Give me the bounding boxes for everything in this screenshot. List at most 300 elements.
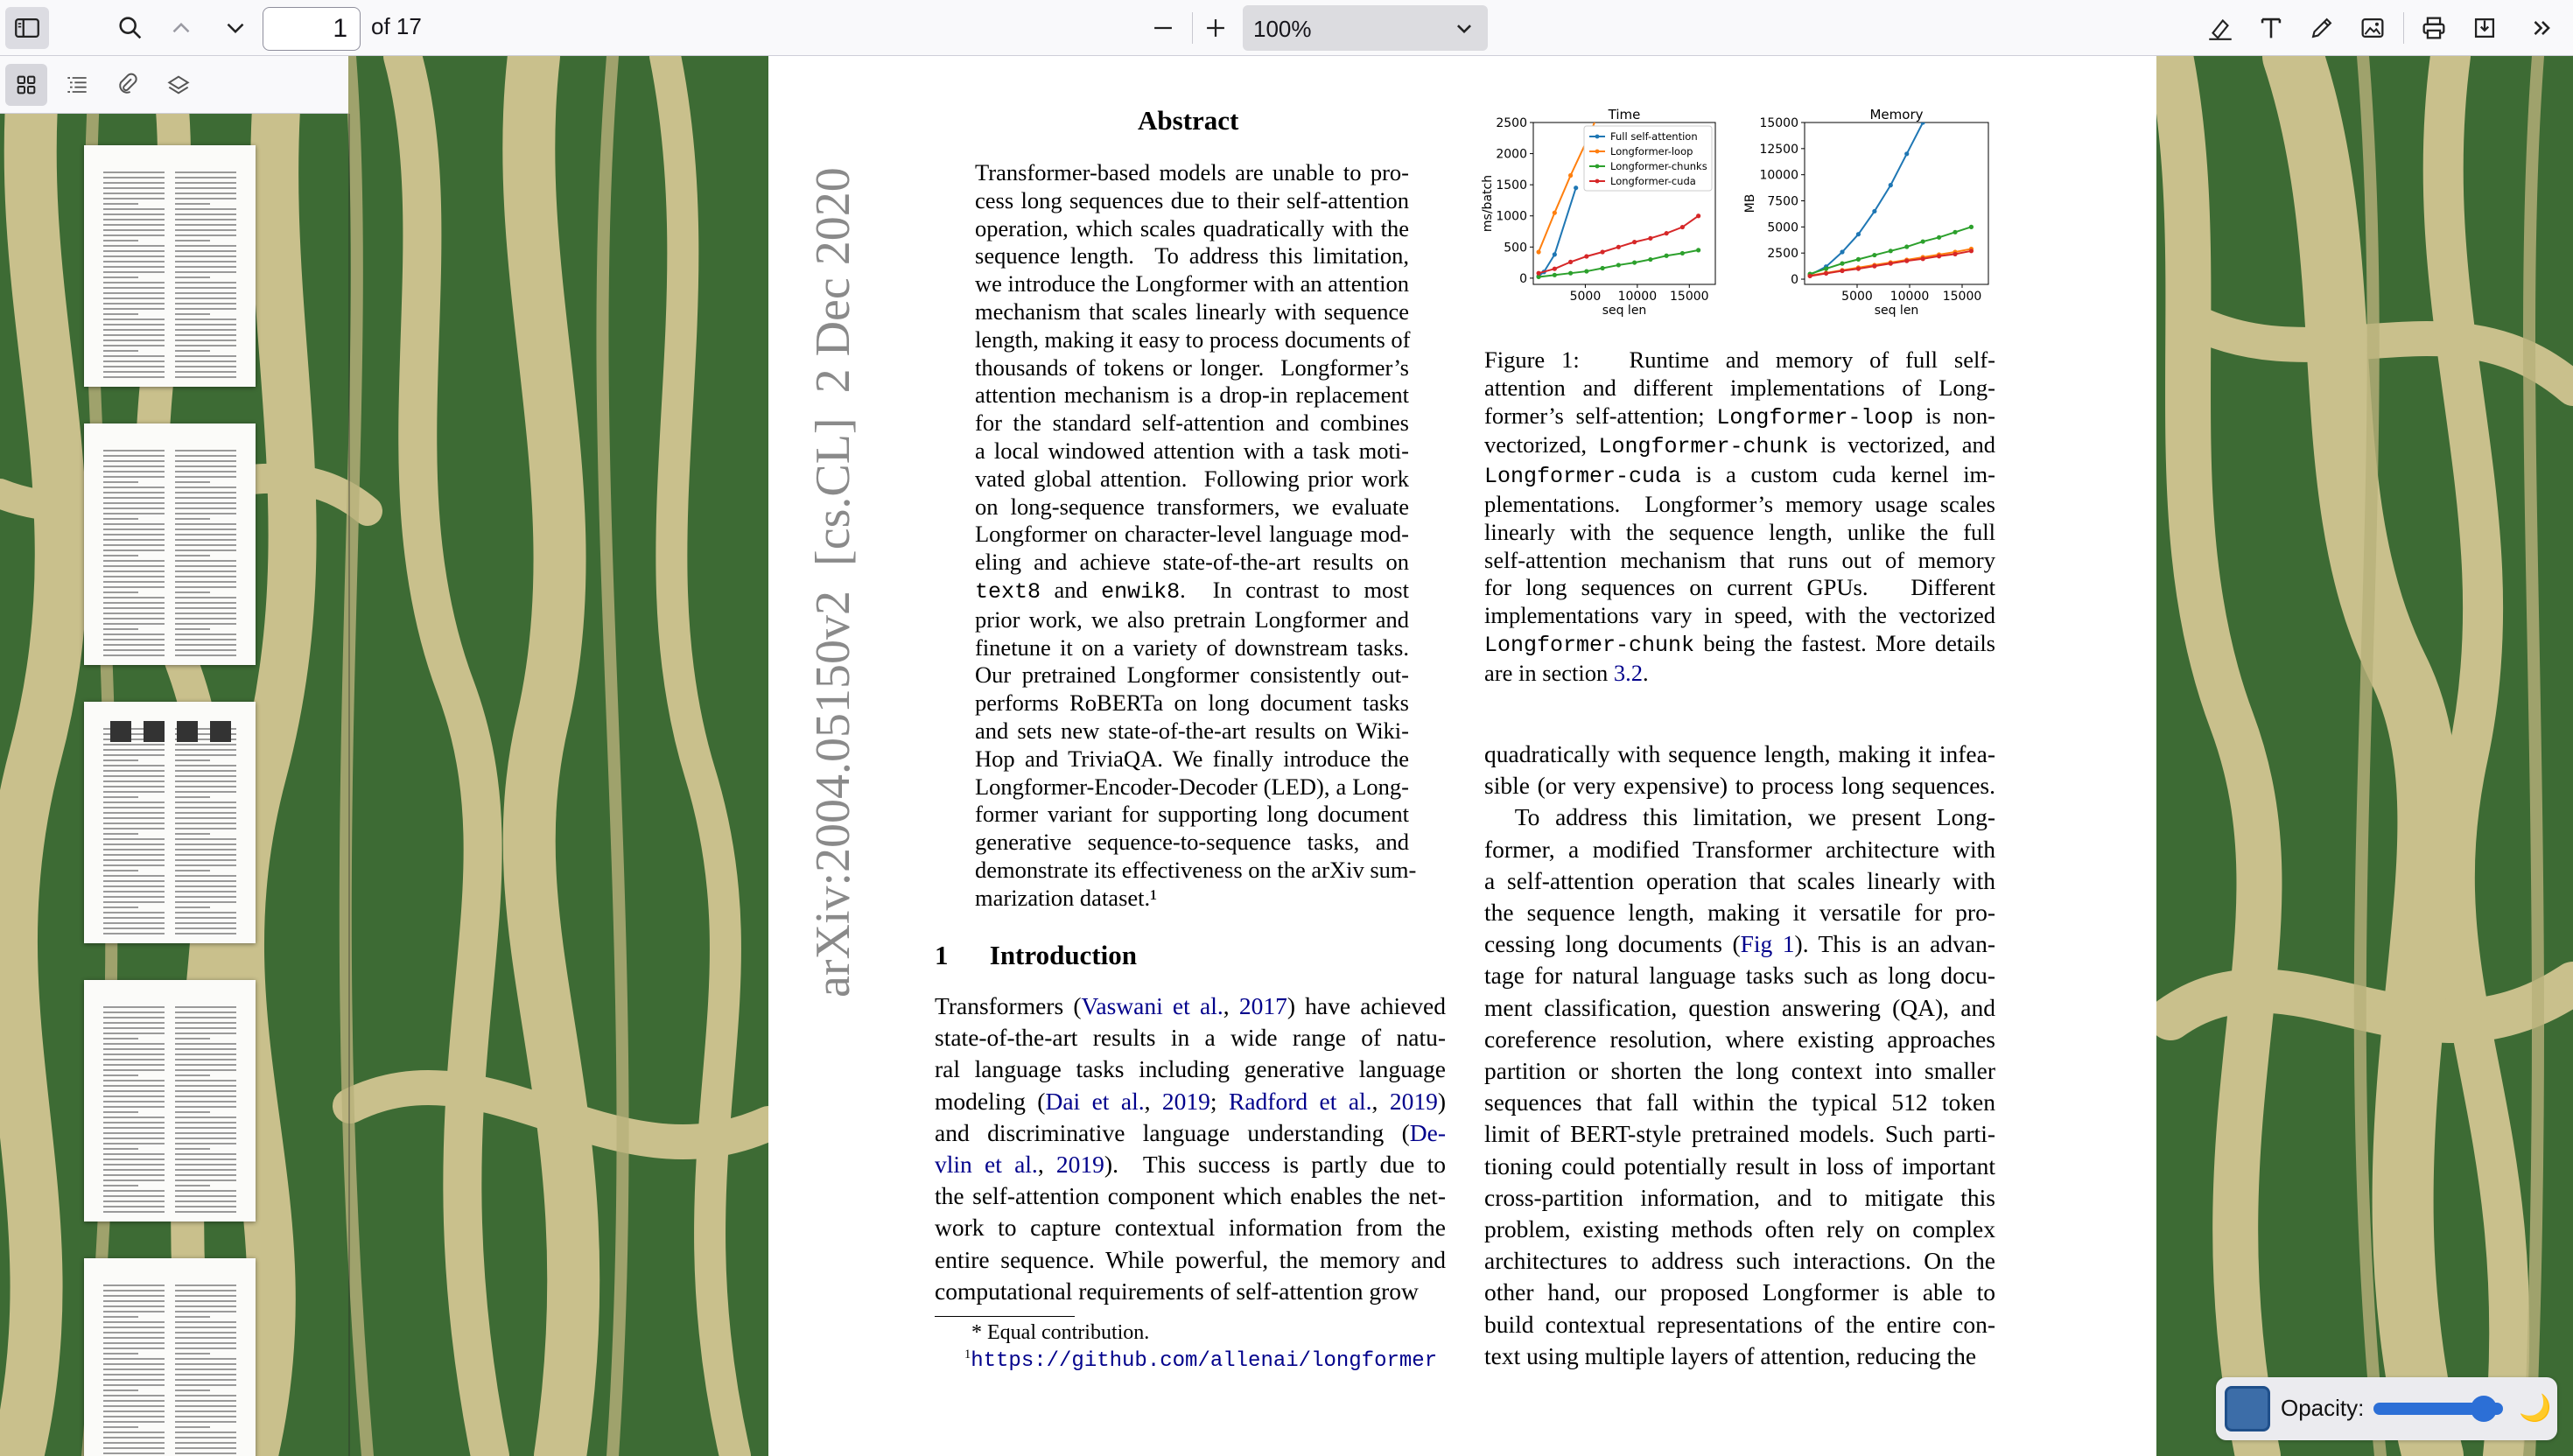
thumbnail-text-line [175,1432,236,1433]
thumbnail-text-line [175,896,236,898]
thumbnail-text-line [103,219,165,220]
thumbnail-text-line [103,371,165,373]
data-point [1568,173,1573,178]
data-point [1840,262,1844,266]
sidebar-divider [348,114,350,1456]
save-button[interactable] [2463,7,2506,49]
introduction-line: computational requirements of self-attention grow [935,1277,1419,1305]
thumbnail-text-line [175,844,236,845]
thumbnail-text-line [175,786,236,788]
x-tick-label: 10000 [1617,290,1658,304]
reader-mode-icon[interactable] [2225,1386,2270,1432]
thumbnail-text-line [103,775,165,777]
sidebar-toggle-button[interactable] [5,7,49,49]
thumbnail-text-line [103,1080,165,1082]
thumbnail-text-line [175,917,236,919]
thumbnail-text-line [175,928,236,929]
introduction-line: state-of-the-art results in a wide range of natu- [935,1024,1446,1052]
thumbnail-text-line [103,455,165,457]
abstract-line: demonstrate its effectiveness on the arXiv sum- [975,856,1417,883]
data-point [1553,211,1557,215]
thumbnail-text-line [175,1153,236,1155]
data-point [1840,269,1844,273]
thumbnail-text-line [103,1368,165,1370]
abstract-line: Hop and TriviaQA. We finally introduce the [975,745,1409,772]
introduction-heading: 1 Introduction [935,940,1137,970]
thumbnail-text-line [175,245,236,247]
thumbnail-text-line [103,192,165,194]
thumbnail-text-line [175,639,236,640]
thumbnail-text-line [103,1432,165,1433]
thumbnail-text-line [103,318,165,320]
thumbnail-text-line [175,581,236,583]
thumbnail-text-line [103,466,165,467]
thumbnail-text-line [103,460,165,462]
thumbnail-text-line [175,1295,236,1297]
data-point [1568,271,1573,276]
thumbnail-text-line [175,1138,236,1139]
thumbnail-text-line [175,1410,236,1412]
thumbnail-text-line [175,628,210,630]
more-tools-button[interactable] [2520,7,2564,49]
introduction-right-line: text using multiple layers of attention, reducing the [1484,1341,1977,1369]
thumbnail-text-line [103,760,138,761]
thumbnail-text-line [103,523,165,525]
y-axis-label: ms/batch [1481,174,1495,233]
thumbnail-text-line [103,1143,165,1144]
thumbnail-text-line [103,1127,165,1129]
thumbnail-text-line [103,1211,165,1213]
y-tick-label: 15000 [1759,116,1798,130]
thumbnail-text-line [175,198,236,200]
caption-line: former’s self-attention; Longformer-loop is non- [1484,402,1996,430]
thumbnail-text-line [175,1116,236,1118]
page-thumbnail-4[interactable] [84,980,256,1222]
thumbnail-text-line [175,644,236,646]
thumbnail-text-line [103,1180,165,1181]
thumbnail-text-line [175,282,236,284]
data-point [1601,103,1605,106]
thumbnail-text-line [175,1059,236,1060]
thumbnail-text-line [175,912,236,914]
thumbnail-text-line [103,1085,165,1087]
abstract-line: a local windowed attention with a task moti- [975,437,1409,464]
x-axis-label: seq len [1874,304,1919,318]
thumbnail-text-line [175,308,236,310]
thumbnail-text-line [103,1096,165,1097]
thumbnail-text-line [103,639,165,640]
introduction-body [935,990,1446,1307]
thumbnail-text-line [175,1148,210,1150]
thumbnail-text-line [103,744,165,746]
abstract-line: prior work, we also pretrain Longformer and [975,606,1409,633]
thumbnail-text-line [103,922,165,924]
thumbnail-text-line [175,565,236,567]
thumbnail-text-line [175,1143,236,1144]
thumbnail-text-line [103,1326,165,1328]
thumbnail-text-line [175,1390,210,1391]
y-tick-label: 0 [1519,271,1527,286]
sidebar-view-tabs [0,56,348,114]
thumbnail-text-line [175,901,236,903]
thumbnail-text-line [103,906,138,908]
thumbnail-text-line [103,1106,165,1108]
thumbnail-text-line [175,838,236,840]
thumbnail-text-line [103,618,165,620]
y-tick-label: 1500 [1496,178,1527,193]
thumbnail-text-line [175,555,210,556]
abstract-line: on long-sequence transformers, we evaluate [975,493,1409,520]
thumbnail-text-line [175,492,236,494]
thumbnail-text-line [175,497,236,499]
legend-label: Longformer-cuda [1610,175,1696,187]
opacity-slider-handle[interactable] [2471,1396,2497,1422]
layers-tab[interactable] [158,64,200,106]
thumbnail-text-line [175,544,236,546]
opacity-label: Opacity: [2281,1395,2365,1421]
y-tick-label: 2500 [1496,116,1527,130]
thumbnail-text-line [175,1174,236,1176]
print-button[interactable] [2412,7,2456,49]
thumbnail-text-line [103,791,165,793]
thumbnail-text-line [103,1206,165,1208]
thumbnail-text-line [103,1421,165,1423]
footnote-link[interactable]: https://github.com/allenai/longformer [971,1349,1438,1373]
thumbnail-text-line [103,1284,165,1286]
thumbnail-text-line [103,796,138,798]
page-thumbnail-3[interactable] [84,702,256,943]
attachments-tab[interactable] [107,64,149,106]
thumbnail-text-line [175,1027,236,1029]
data-point [1632,260,1637,264]
find-button[interactable] [109,7,152,49]
thumbnail-text-line [175,355,236,357]
thumbnail-text-line [103,208,165,210]
thumbnail-text-line [103,901,165,903]
chevron-down-icon [1449,13,1479,43]
thumbnail-text-line [103,177,165,178]
abstract-line: for the standard self-attention and combines [975,410,1409,437]
thumbnail-text-line [175,345,236,346]
thumbnail-text-line [175,1384,236,1386]
pdf-toolbar [0,0,2573,56]
thumbnail-text-line [103,1321,165,1323]
thumbnail-text-line [103,324,165,326]
thumbnail-text-line [175,1211,236,1213]
thumbnail-text-line [103,560,165,562]
data-point [1584,269,1588,273]
footnote-rule [935,1316,1075,1317]
minus-icon [1148,13,1178,43]
zoom-in-button[interactable] [1194,7,1237,49]
caption-line: plementations. Longformer’s memory usage scales [1484,490,1995,517]
thumbnail-text-line [175,765,236,766]
thumbnail-text-line [175,513,236,514]
page-thumbnail-5[interactable] [84,1258,256,1456]
data-point [1808,274,1812,278]
thumbnail-text-line [103,1012,165,1013]
introduction-line: ral language tasks including generative language [935,1055,1446,1083]
search-icon [116,13,145,43]
thumbnail-text-line [103,576,165,578]
thumbnail-text-line [103,1384,165,1386]
thumbnail-text-line [175,1342,236,1344]
introduction-right-line: former, a modified Transformer architecture with [1484,835,1995,863]
thumbnail-text-line [103,308,165,310]
thumbnail-text-line [103,891,165,892]
thumbnail-text-line [175,570,236,572]
thumbnail-text-line [175,1447,236,1449]
thumbnail-text-line [103,592,138,593]
page-number-input[interactable] [263,7,361,51]
data-point [1648,257,1652,262]
caption-line: vectorized, Longformer-chunk is vectorized, and [1484,431,1995,460]
thumbnail-text-line [103,1022,165,1024]
y-tick-label: 2500 [1767,247,1798,262]
thumbnail-text-line [103,340,165,341]
thumbnail-text-line [175,266,236,268]
thumbnail-text-line [175,1022,236,1024]
thumbnail-text-line [175,812,236,814]
thumbnail-text-line [103,912,165,914]
thumbnail-text-line [175,1132,236,1134]
abstract-line: vated global attention. Following prior work [975,465,1409,492]
thumbnail-text-line [103,864,165,866]
thumbnail-text-line [103,1027,165,1029]
data-point [1921,256,1925,261]
thumbnail-text-line [175,886,236,887]
chart-title: Time [1608,107,1641,122]
thumbnail-text-line [103,497,165,499]
abstract-line: Our pretrained Longformer consistently out- [975,662,1409,689]
caption-line: for long sequences on current GPUs. Different [1484,574,1995,601]
thumbnail-text-line [175,1200,236,1202]
thumbnail-text-line [175,219,236,220]
y-tick-label: 5000 [1767,220,1798,235]
thumbnail-text-line [175,906,210,908]
y-tick-label: 7500 [1767,194,1798,209]
thumbnail-figure [210,721,231,742]
add-text-button[interactable] [2249,7,2293,49]
thumbnail-text-line [103,261,165,262]
thumbnail-text-line [175,1358,236,1360]
chevron-up-icon [166,13,196,43]
thumbnail-text-line [103,1379,165,1381]
introduction-right-line: tage for natural language tasks such as long docu- [1484,962,1995,990]
opacity-control [2216,1377,2557,1440]
thumbnail-text-line [103,1017,165,1018]
page-thumbnail-1[interactable] [84,145,256,387]
zoom-select[interactable] [1243,5,1488,51]
introduction-right-line: build contextual representations of the entire con- [1484,1310,1995,1338]
thumbnail-text-line [175,203,210,205]
thumbnail-text-line [103,203,138,205]
thumbnail-text-line [175,466,236,467]
thumbnail-text-line [175,922,236,924]
thumbnail-text-line [175,864,236,866]
thumbnail-text-line [103,1442,165,1444]
thumbnail-text-line [103,880,165,882]
thumbnail-text-line [175,822,236,824]
data-point [1904,244,1909,248]
thumbnail-text-line [103,313,138,315]
thumbnail-text-line [175,187,236,189]
thumbnail-text-line [103,1153,165,1155]
data-point [1824,271,1828,276]
thumbnail-text-line [175,366,236,368]
introduction-right-line: the sequence length, making it versatile for pro- [1484,899,1995,927]
thumbnail-text-line [103,292,165,294]
thumbnail-text-line [175,623,236,625]
y-tick-label: 500 [1504,241,1527,256]
introduction-right-line: sible (or very expensive) to process long sequences. [1484,772,1995,800]
thumbnail-text-line [103,350,138,352]
introduction-line: work to capture contextual information from the [935,1214,1446,1242]
thumbnail-text-line [103,822,165,824]
introduction-right-line: sequences that fall within the typical 512 token [1484,1088,1995,1116]
thumbnail-text-line [103,602,165,604]
introduction-line: and discriminative language understanding (De- [935,1118,1446,1146]
thumbnail-text-line [103,287,165,289]
memory-chart [1742,103,2004,331]
introduction-right-line: other hand, our proposed Longformer is able to [1484,1278,1995,1306]
attachments-icon [114,71,142,99]
thumbnail-text-line [175,1043,236,1045]
thumbnail-text-line [175,318,236,320]
thumbnail-text-line [175,1195,236,1197]
thumbnails-tab[interactable] [5,64,47,106]
thumbnail-text-line [103,471,165,472]
thumbnail-text-line [103,1400,165,1402]
thumbnail-text-line [175,1158,236,1160]
data-point [1889,248,1893,253]
thumbnail-text-line [175,597,236,598]
thumbnail-text-line [175,214,236,215]
thumbnail-text-line [103,1363,165,1365]
legend-label: Longformer-loop [1610,145,1693,158]
abstract-line: Longformer on character-level language mod- [975,521,1409,548]
thumbnail-text-line [175,177,236,178]
abstract-line: eling and achieve state-of-the-art results on [975,549,1409,576]
thumbnail-text-line [103,1043,165,1045]
thumbnail-text-line [175,744,236,746]
thumbnail-text-line [103,360,165,362]
thumbnail-text-line [103,245,165,247]
caption-line: implementations vary in speed, with the vectorized [1484,602,1995,629]
zoom-out-button[interactable] [1141,7,1185,49]
thumbnail-text-line [175,649,236,651]
highlight-button[interactable] [2198,7,2242,49]
footnote-equal-contribution: * Equal contribution. [971,1321,1150,1344]
data-point [1584,254,1588,258]
thumbnail-text-line [103,1447,165,1449]
abstract-line: operation, which scales quadratically with the [975,214,1409,242]
introduction-right-line: cross-partition information, and to mitigate this [1484,1183,1995,1211]
thumbnail-text-line [103,612,165,614]
data-point [1969,248,1974,253]
thumbnail-text-line [103,1164,165,1166]
data-point [1840,249,1844,254]
sidebar-toggle-icon [12,13,42,43]
thumbnail-figure [144,721,165,742]
data-point [1872,209,1876,214]
thumbnail-text-line [175,539,236,541]
thumbnail-text-line [175,1169,236,1171]
thumbnail-text-line [175,460,236,462]
legend-marker [1595,164,1600,169]
outline-icon [63,71,91,99]
thumbnail-text-line [175,486,236,488]
previous-page-button[interactable] [159,7,203,49]
data-point [1904,259,1909,263]
add-image-button[interactable] [2351,7,2394,49]
thumbnail-text-line [103,1111,138,1113]
plus-icon [1201,13,1230,43]
thumbnail-text-line [103,817,165,819]
moon-icon[interactable]: 🌙 [2519,1394,2552,1423]
thumbnail-text-line [175,508,236,509]
data-point [1937,254,1941,258]
thumbnail-text-line [175,1074,210,1076]
thumbnail-text-line [103,486,165,488]
legend-label: Full self-attention [1610,130,1698,143]
data-point [1553,267,1557,271]
thumbnail-text-line [175,324,236,326]
thumbnail-text-line [103,550,165,551]
caption-line: linearly with the sequence length, unlike the full [1484,518,1995,545]
thumbnail-text-line [175,534,236,536]
thumbnail-text-line [175,340,236,341]
thumbnail-text-line [175,502,236,504]
thumbnail-text-line [175,802,236,803]
introduction-right-line: a self-attention operation that scales linearly with [1484,866,1995,894]
legend-label: Longformer-chunks [1610,160,1707,172]
introduction-body-right [1484,738,1995,1372]
thumbnail-text-line [175,481,210,483]
data-point [1553,252,1557,256]
thumbnail-text-line [103,1290,165,1292]
thumbnail-text-line [175,518,210,520]
data-point [1856,257,1861,262]
footnote-url[interactable] [964,1348,1437,1373]
page-thumbnail-2[interactable] [84,424,256,665]
zoom-value: 100% [1253,16,1312,42]
thumbnail-text-line [175,1064,236,1066]
thumbnail-text-line [103,182,165,184]
thumbnail-text-line [175,586,236,588]
abstract-line: mechanism that scales linearly with sequence [975,298,1409,325]
thumbnail-text-line [103,1348,165,1349]
thumbnail-text-line [175,224,236,226]
abstract-line: former variant for supporting long document [975,801,1409,828]
x-tick-label: 10000 [1889,290,1930,304]
thumbnail-text-line [175,1038,210,1040]
thumbnail-text-line [175,807,236,808]
thumbnail-text-line [103,933,165,934]
thumbnail-text-line [175,1012,236,1013]
time-chart [1479,103,1733,331]
outline-tab[interactable] [56,64,98,106]
thumbnail-text-line [103,266,165,268]
thumbnail-text-line [175,329,236,331]
thumbnail-text-line [175,1368,236,1370]
thumbnail-text-line [103,502,165,504]
thumbnail-text-line [175,1400,236,1402]
thumbnail-text-line [175,208,236,210]
draw-button[interactable] [2300,7,2344,49]
next-page-button[interactable] [214,7,257,49]
thumbnail-text-line [175,1426,210,1428]
